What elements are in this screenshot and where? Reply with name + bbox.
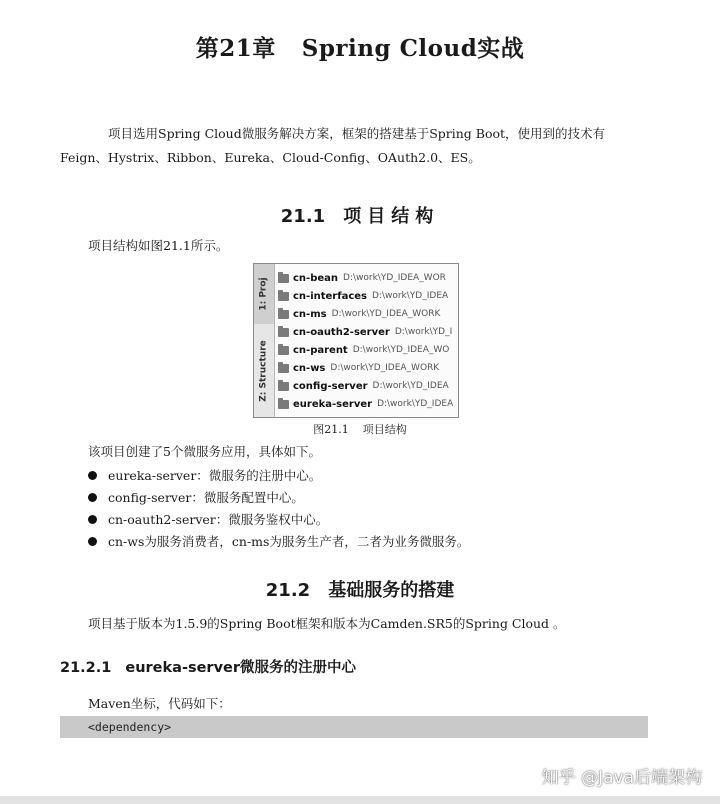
- list-item-text: cn-oauth2-server：微服务鉴权中心。: [108, 512, 329, 527]
- intro-line-1: 项目选用Spring Cloud微服务解决方案，框架的搭建基于Spring Boot，使用到的技术有: [108, 126, 606, 141]
- tree-row: [278, 377, 458, 395]
- module-path: D:\work\YD_IDEA_WO: [352, 345, 450, 355]
- module-folder-icon: [278, 382, 289, 391]
- module-folder-icon: [278, 400, 289, 409]
- section-heading-21-2: [0, 576, 720, 602]
- tree-row: [278, 269, 458, 287]
- chapter-title: [0, 30, 720, 63]
- list-item-text: eureka-server：微服务的注册中心。: [108, 468, 322, 483]
- section-title: 基础服务的搭建: [328, 580, 455, 601]
- module-folder-icon: [278, 292, 289, 301]
- subsection-title: eureka-server微服务的注册中心: [125, 660, 357, 676]
- bullet-icon: [88, 515, 97, 524]
- bullet-icon: [88, 493, 97, 502]
- list-item: [88, 508, 469, 530]
- module-path: D:\work\YD_IDEA: [372, 381, 449, 391]
- module-path: D:\work\YD_IDEA: [372, 291, 449, 301]
- section-heading-21-1: [0, 202, 720, 228]
- list-item: [88, 464, 469, 486]
- module-name: cn-parent: [293, 344, 348, 356]
- module-name: config-server: [293, 380, 368, 392]
- module-name: cn-bean: [293, 272, 339, 284]
- module-name: cn-interfaces: [293, 290, 367, 302]
- module-folder-icon: [278, 364, 289, 373]
- module-folder-icon: [278, 310, 289, 319]
- project-tab-label: 1: Proj: [259, 277, 269, 311]
- tree-row: [278, 305, 458, 323]
- module-folder-icon: [278, 274, 289, 283]
- module-name: cn-ms: [293, 308, 327, 320]
- section-title: 项目结构: [343, 206, 440, 227]
- project-tool-tab: [254, 264, 274, 324]
- tree-row: [278, 395, 458, 413]
- module-folder-icon: [278, 328, 289, 337]
- page-bottom-edge: [0, 796, 720, 804]
- tree-row: [278, 323, 458, 341]
- list-intro: 该项目创建了5个微服务应用，具体如下。: [88, 444, 321, 459]
- module-name: cn-oauth2-server: [293, 326, 390, 338]
- service-list: [88, 464, 469, 552]
- base-service-paragraph: 项目基于版本为1.5.9的Spring Boot框架和版本为Camden.SR5的Spring Cloud 。: [88, 616, 566, 631]
- figure-intro: 项目结构如图21.1所示。: [88, 238, 229, 253]
- tree-row: [278, 359, 458, 377]
- bullet-icon: [88, 537, 97, 546]
- caption-text: 项目结构: [362, 423, 407, 436]
- module-folder-icon: [278, 346, 289, 355]
- module-name: eureka-server: [293, 398, 373, 410]
- project-tree: [278, 269, 458, 413]
- module-path: D:\work\YD_IDEA_WORK: [330, 363, 440, 373]
- chapter-number: 第21章: [195, 35, 276, 62]
- module-path: D:\work\YD_IDEA: [377, 399, 454, 409]
- structure-tool-tab: [254, 326, 274, 416]
- chapter-name: Spring Cloud实战: [301, 35, 525, 62]
- tree-row: [278, 341, 458, 359]
- intro-line-2: Feign、Hystrix、Ribbon、Eureka、Cloud-Config、OAuth2.0、ES。: [60, 150, 481, 165]
- module-path: D:\work\YD_I: [394, 327, 453, 337]
- caption-number: 图21.1: [313, 423, 349, 436]
- list-item: [88, 486, 469, 508]
- list-item: [88, 530, 469, 552]
- module-name: cn-ws: [293, 362, 326, 374]
- subsection-heading-21-2-1: [60, 656, 356, 677]
- module-path: D:\work\YD_IDEA_WORK: [331, 309, 441, 319]
- subsection-number: 21.2.1: [60, 660, 112, 676]
- bullet-icon: [88, 471, 97, 480]
- section-number: 21.2: [265, 580, 311, 601]
- ide-side-toolbar: [254, 264, 275, 417]
- section-number: 21.1: [280, 206, 326, 227]
- maven-intro: Maven坐标，代码如下：: [88, 696, 231, 711]
- code-block: [60, 716, 648, 738]
- structure-tab-label: Z: Structure: [259, 340, 270, 402]
- tree-row: [278, 287, 458, 305]
- project-structure-figure: [253, 263, 459, 418]
- list-item-text: cn-ws为服务消费者，cn-ms为服务生产者，二者为业务微服务。: [108, 534, 470, 549]
- list-item-text: config-server：微服务配置中心。: [108, 490, 304, 505]
- code-line: <dependency>: [88, 720, 172, 734]
- module-path: D:\work\YD_IDEA_WOR: [343, 273, 446, 283]
- figure-caption: [0, 421, 720, 437]
- watermark: 知乎 @Java后端架构: [541, 768, 702, 788]
